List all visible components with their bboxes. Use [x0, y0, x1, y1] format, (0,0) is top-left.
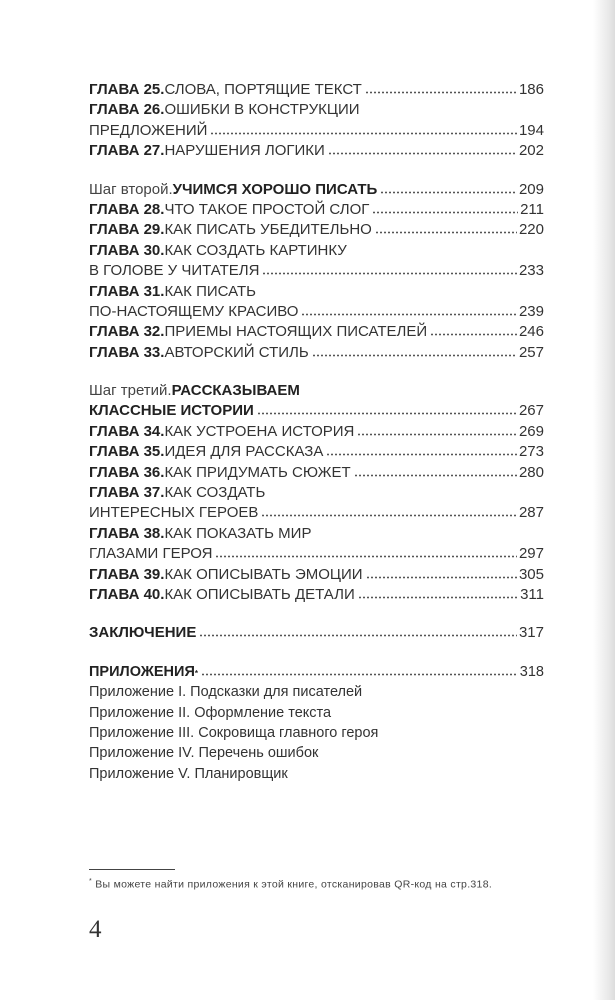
- chapter-label: ГЛАВА 25.: [89, 81, 165, 98]
- page-number-ref: 287: [518, 504, 544, 522]
- toc-entry[interactable]: [89, 422, 544, 442]
- page-number-ref: 194: [518, 121, 544, 139]
- chapter-title: КАК ОПИСЫВАТЬ ДЕТАЛИ: [164, 585, 355, 603]
- table-of-contents: [89, 80, 544, 802]
- footnote-mark: *: [89, 878, 93, 885]
- toc-entry-line: [89, 524, 544, 544]
- chapter-title: ПРИЕМЫ НАСТОЯЩИХ ПИСАТЕЛЕЙ: [164, 323, 428, 341]
- chapter-label: ГЛАВА 26.: [89, 101, 165, 119]
- chapter-label: ГЛАВА 29.: [89, 221, 165, 239]
- page-number-ref: 305: [518, 565, 544, 583]
- dot-leader: [328, 152, 517, 155]
- dot-leader: [312, 354, 517, 357]
- chapter-label: ГЛАВА 38.: [89, 524, 165, 542]
- chapter-label: ГЛАВА 28.: [89, 200, 165, 218]
- page-number-ref: 311: [520, 585, 544, 603]
- chapter-title: КАК СОЗДАТЬ: [164, 484, 266, 502]
- chapter-title: ПРЕДЛОЖЕНИЙ: [89, 121, 208, 139]
- chapter-title: КАК СОЗДАТЬ КАРТИНКУ: [164, 241, 347, 259]
- page-number-ref: 211: [520, 200, 544, 218]
- dot-leader: [354, 474, 517, 477]
- toc-entry-line: [89, 703, 544, 723]
- chapter-label: ГЛАВА 27.: [89, 142, 165, 160]
- chapter-label: ГЛАВА 34.: [89, 422, 165, 440]
- chapter-title: ПО-НАСТОЯЩЕМУ КРАСИВО: [89, 302, 299, 320]
- chapter-label: ГЛАВА 37.: [89, 484, 165, 502]
- chapter-title: ОШИБКИ В КОНСТРУКЦИИ: [164, 101, 360, 119]
- toc-entry[interactable]: [89, 302, 544, 322]
- toc-entry[interactable]: [89, 80, 544, 100]
- dot-leader: [261, 514, 517, 517]
- toc-entry[interactable]: [89, 544, 544, 564]
- chapter-title: АВТОРСКИЙ СТИЛЬ: [164, 343, 309, 361]
- dot-leader: [358, 596, 518, 599]
- chapter-label: УЧИМСЯ ХОРОШО ПИСАТЬ: [172, 180, 378, 198]
- chapter-label: ГЛАВА 31.: [89, 282, 165, 300]
- section-step-label: Шаг второй.: [89, 180, 173, 198]
- toc-entry[interactable]: [89, 322, 544, 342]
- toc-entry[interactable]: [89, 200, 544, 220]
- dot-leader: [375, 231, 517, 234]
- page-number-ref: 297: [518, 545, 544, 563]
- dot-leader: [326, 453, 517, 456]
- toc-entry[interactable]: [89, 585, 544, 605]
- chapter-title: ИДЕЯ ДЛЯ РАССКАЗА: [164, 443, 324, 461]
- chapter-title: Приложение III. Сокровища главного героя: [89, 724, 379, 741]
- page-number-ref: 186: [518, 81, 544, 98]
- page-number-ref: 318: [519, 663, 544, 680]
- chapter-title: КАК ОПИСЫВАТЬ ЭМОЦИИ: [164, 565, 363, 583]
- chapter-label: РАССКАЗЫВАЕМ: [171, 382, 300, 400]
- toc-section: [89, 180, 544, 364]
- footnote-text: Вы можете найти приложения к этой книге, отсканировав QR-код на стр.318.: [92, 878, 493, 891]
- dot-leader: [257, 412, 517, 415]
- chapter-title: НАРУШЕНИЯ ЛОГИКИ: [164, 142, 325, 160]
- chapter-title: ГЛАЗАМИ ГЕРОЯ: [89, 545, 213, 563]
- page-number-ref: 233: [518, 262, 544, 280]
- chapter-label: КЛАССНЫЕ ИСТОРИИ: [89, 402, 254, 420]
- toc-entry[interactable]: [89, 662, 544, 682]
- dot-leader: [215, 555, 517, 558]
- chapter-title: КАК ПРИДУМАТЬ СЮЖЕТ: [164, 463, 351, 481]
- page-number-ref: 239: [518, 302, 544, 320]
- toc-entry[interactable]: [89, 442, 544, 462]
- chapter-title: Приложение I. Подсказки для писателей: [89, 684, 363, 701]
- chapter-title: КАК ПИСАТЬ УБЕДИТЕЛЬНО: [164, 221, 372, 239]
- chapter-label: ГЛАВА 32.: [89, 323, 165, 341]
- chapter-label: ПРИЛОЖЕНИЯ: [89, 663, 195, 680]
- toc-entry[interactable]: [89, 401, 544, 421]
- footnote-divider: [89, 869, 175, 870]
- page-number-ref: 220: [518, 221, 544, 239]
- toc-entry-line: [89, 483, 544, 503]
- toc-entry[interactable]: [89, 343, 544, 363]
- dot-leader: [210, 132, 517, 135]
- chapter-label: ГЛАВА 30.: [89, 241, 165, 259]
- chapter-title: В ГОЛОВЕ У ЧИТАТЕЛЯ: [89, 262, 260, 280]
- page-number-ref: 317: [518, 624, 544, 642]
- toc-entry-line: [89, 682, 544, 702]
- chapter-label: ГЛАВА 35.: [89, 443, 165, 461]
- toc-entry-line: [89, 100, 544, 120]
- toc-entry-line: [89, 743, 544, 763]
- chapter-title: Приложение II. Оформление текста: [89, 704, 332, 721]
- chapter-title: Приложение IV. Перечень ошибок: [89, 745, 319, 762]
- footnote: [89, 874, 559, 893]
- toc-entry[interactable]: [89, 261, 544, 281]
- toc-entry[interactable]: [89, 220, 544, 240]
- chapter-label: ГЛАВА 33.: [89, 343, 165, 361]
- toc-section: [89, 381, 544, 605]
- page-number-ref: 257: [518, 343, 544, 361]
- dot-leader: [366, 576, 517, 579]
- page-number-ref: 267: [518, 402, 544, 420]
- dot-leader: [380, 191, 517, 194]
- toc-entry[interactable]: [89, 463, 544, 483]
- toc-entry[interactable]: [89, 141, 544, 161]
- page-number-ref: 269: [518, 422, 544, 440]
- toc-entry-line: [89, 381, 544, 401]
- chapter-title: КАК ПИСАТЬ: [164, 282, 256, 300]
- chapter-label: ЗАКЛЮЧЕНИЕ: [89, 624, 197, 642]
- dot-leader: [372, 211, 518, 214]
- chapter-title: Приложение V. Планировщик: [89, 765, 288, 782]
- page-number-ref: 280: [518, 463, 544, 481]
- chapter-title: СЛОВА, ПОРТЯЩИЕ ТЕКСТ: [164, 81, 362, 98]
- toc-appendix-section: [89, 662, 544, 784]
- page-number-ref: 202: [518, 142, 544, 160]
- chapter-title: КАК УСТРОЕНА ИСТОРИЯ: [164, 422, 355, 440]
- dot-leader: [301, 313, 517, 316]
- chapter-label: ГЛАВА 39.: [89, 565, 165, 583]
- chapter-label: ГЛАВА 36.: [89, 463, 165, 481]
- toc-entry-line: [89, 723, 544, 743]
- toc-entry[interactable]: [89, 565, 544, 585]
- dot-leader: [201, 673, 518, 676]
- toc-section: [89, 80, 544, 162]
- page-number-ref: 209: [518, 180, 544, 198]
- toc-entry[interactable]: [89, 180, 544, 200]
- dot-leader: [199, 634, 517, 637]
- toc-entry-line: [89, 282, 544, 302]
- chapter-title: ЧТО ТАКОЕ ПРОСТОЙ СЛОГ: [164, 200, 370, 218]
- toc-entry[interactable]: [89, 623, 544, 643]
- page-number-ref: 246: [518, 323, 544, 341]
- dot-leader: [365, 91, 517, 94]
- toc-entry[interactable]: [89, 503, 544, 523]
- dot-leader: [357, 433, 517, 436]
- section-step-label: Шаг третий.: [89, 382, 172, 400]
- toc-section: [89, 623, 544, 643]
- footnote-marker: *: [194, 668, 198, 678]
- toc-entry-line: [89, 241, 544, 261]
- page-number: 4: [89, 916, 102, 943]
- page-edge-shadow: [593, 0, 615, 1000]
- chapter-title: КАК ПОКАЗАТЬ МИР: [164, 524, 312, 542]
- toc-entry[interactable]: [89, 121, 544, 141]
- dot-leader: [262, 272, 517, 275]
- dot-leader: [430, 333, 517, 336]
- page-number-ref: 273: [518, 443, 544, 461]
- toc-entry-line: [89, 764, 544, 784]
- chapter-title: ИНТЕРЕСНЫХ ГЕРОЕВ: [89, 504, 259, 522]
- chapter-label: ГЛАВА 40.: [89, 585, 165, 603]
